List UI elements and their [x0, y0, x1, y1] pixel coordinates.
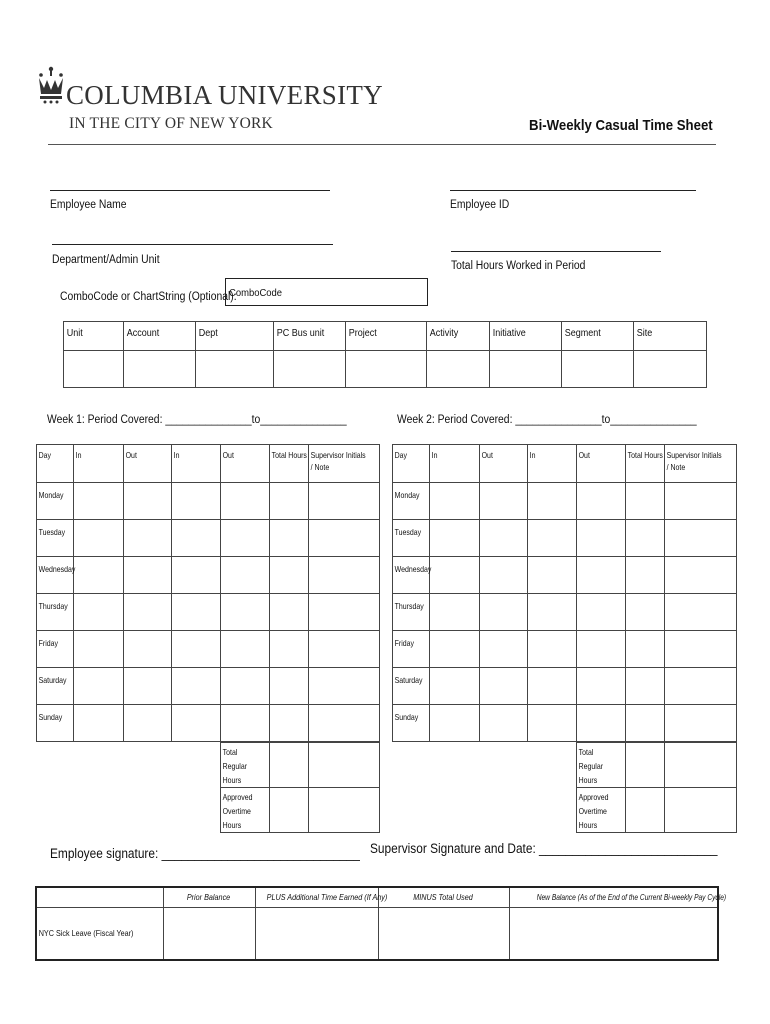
time-cell[interactable] [577, 668, 626, 705]
time-cell[interactable] [270, 520, 309, 557]
project-cell[interactable] [346, 351, 427, 388]
total-regular-hours-label: Total Regular Hours [577, 743, 626, 788]
initiative-cell[interactable] [490, 351, 562, 388]
day-label: Wednesday [393, 557, 430, 594]
day-label: Wednesday [37, 557, 74, 594]
pc-bus-unit-cell[interactable] [274, 351, 346, 388]
time-cell[interactable] [577, 557, 626, 594]
total-regular-note-cell[interactable] [665, 743, 737, 788]
time-cell[interactable] [172, 631, 221, 668]
day-label: Friday [393, 631, 430, 668]
time-cell[interactable] [74, 520, 124, 557]
day-label: Sunday [37, 705, 74, 742]
total-regular-hours-cell[interactable] [270, 743, 309, 788]
time-cell[interactable] [221, 705, 270, 742]
time-cell[interactable] [528, 520, 577, 557]
time-cell[interactable] [430, 557, 480, 594]
total-hours-line[interactable] [451, 251, 661, 252]
day-label: Friday [37, 631, 74, 668]
time-cell[interactable] [270, 594, 309, 631]
time-cell[interactable] [124, 483, 172, 520]
col-day: Day [37, 445, 74, 483]
employee-signature-label: Employee signature: ______________________________ [50, 846, 360, 861]
col-pc-bus-unit: PC Bus unit [274, 322, 346, 351]
time-cell[interactable] [480, 705, 528, 742]
time-cell[interactable] [665, 705, 737, 742]
activity-cell[interactable] [427, 351, 490, 388]
time-cell[interactable] [270, 483, 309, 520]
time-cell[interactable] [480, 668, 528, 705]
time-cell[interactable] [172, 520, 221, 557]
time-cell[interactable] [665, 483, 737, 520]
department-label: Department/Admin Unit [52, 254, 160, 266]
time-cell[interactable] [74, 705, 124, 742]
col-in: In [528, 445, 577, 483]
col-project: Project [346, 322, 427, 351]
time-cell[interactable] [74, 631, 124, 668]
time-cell[interactable] [528, 668, 577, 705]
time-cell[interactable] [124, 557, 172, 594]
col-activity: Activity [427, 322, 490, 351]
time-cell[interactable] [626, 483, 665, 520]
time-cell[interactable] [626, 668, 665, 705]
time-cell[interactable] [172, 557, 221, 594]
time-cell[interactable] [430, 668, 480, 705]
time-cell[interactable] [430, 483, 480, 520]
col-segment: Segment [562, 322, 634, 351]
col-initiative: Initiative [490, 322, 562, 351]
time-cell[interactable] [309, 705, 380, 742]
sheet-title: Bi-Weekly Casual Time Sheet [529, 117, 713, 134]
time-cell[interactable] [309, 668, 380, 705]
day-label: Saturday [393, 668, 430, 705]
total-regular-hours-cell[interactable] [626, 743, 665, 788]
time-cell[interactable] [577, 520, 626, 557]
col-account: Account [124, 322, 196, 351]
day-label: Thursday [37, 594, 74, 631]
time-cell[interactable] [665, 631, 737, 668]
col-total-hours: Total Hours [270, 445, 309, 483]
week2-period-label: Week 2: Period Covered: _______________to_______________ [397, 414, 697, 426]
time-cell[interactable] [221, 631, 270, 668]
time-cell[interactable] [577, 631, 626, 668]
total-used-cell[interactable] [378, 907, 509, 960]
time-cell[interactable] [309, 557, 380, 594]
additional-time-cell[interactable] [255, 907, 378, 960]
col-site: Site [634, 322, 707, 351]
time-cell[interactable] [528, 557, 577, 594]
employee-id-label: Employee ID [450, 199, 510, 211]
time-cell[interactable] [577, 705, 626, 742]
time-cell[interactable] [577, 483, 626, 520]
time-cell[interactable] [221, 557, 270, 594]
time-cell[interactable] [124, 705, 172, 742]
employee-name-label: Employee Name [50, 199, 127, 211]
time-cell[interactable] [480, 483, 528, 520]
approved-overtime-label: Approved Overtime Hours [577, 788, 626, 833]
time-cell[interactable] [309, 594, 380, 631]
site-cell[interactable] [634, 351, 707, 388]
col-supervisor-note: Supervisor Initials / Note [665, 445, 737, 483]
day-label: Monday [37, 483, 74, 520]
time-cell[interactable] [270, 705, 309, 742]
time-cell[interactable] [430, 520, 480, 557]
supervisor-signature-label: Supervisor Signature and Date: ___________________________ [370, 841, 718, 856]
day-label: Tuesday [37, 520, 74, 557]
time-cell[interactable] [528, 483, 577, 520]
week1-table [36, 444, 380, 742]
week2-table [392, 444, 737, 742]
sick-leave-table [35, 886, 726, 961]
day-label: Monday [393, 483, 430, 520]
week1-totals [220, 742, 380, 833]
time-cell[interactable] [221, 483, 270, 520]
week1-period-label: Week 1: Period Covered: _______________to_______________ [47, 414, 347, 426]
university-name: COLUMBIA UNIVERSITY [66, 80, 383, 110]
time-cell[interactable] [270, 631, 309, 668]
time-cell[interactable] [626, 631, 665, 668]
week2-totals [576, 742, 737, 833]
col-dept: Dept [196, 322, 274, 351]
col-out: Out [221, 445, 270, 483]
time-cell[interactable] [221, 668, 270, 705]
time-cell[interactable] [480, 631, 528, 668]
approved-overtime-label: Approved Overtime Hours [221, 788, 270, 833]
col-supervisor-note: Supervisor Initials / Note [309, 445, 380, 483]
combocode-field[interactable] [225, 278, 428, 306]
leave-row-header-blank [36, 887, 163, 907]
time-cell[interactable] [665, 557, 737, 594]
time-cell[interactable] [221, 594, 270, 631]
segment-cell[interactable] [562, 351, 634, 388]
col-out: Out [124, 445, 172, 483]
col-total-hours: Total Hours [626, 445, 665, 483]
col-additional-time-earned: PLUS Additional Time Earned (If Any) [255, 887, 378, 907]
time-cell[interactable] [172, 594, 221, 631]
time-cell[interactable] [665, 668, 737, 705]
time-cell[interactable] [74, 483, 124, 520]
col-in: In [430, 445, 480, 483]
col-prior-balance: Prior Balance [163, 887, 255, 907]
approved-overtime-note-cell[interactable] [665, 788, 737, 833]
time-cell[interactable] [74, 557, 124, 594]
time-cell[interactable] [430, 594, 480, 631]
new-balance-cell[interactable] [509, 907, 718, 960]
header-divider [48, 144, 716, 145]
total-regular-hours-label: Total Regular Hours [221, 743, 270, 788]
col-in: In [172, 445, 221, 483]
time-cell[interactable] [172, 668, 221, 705]
time-cell[interactable] [528, 594, 577, 631]
col-total-used: MINUS Total Used [378, 887, 509, 907]
time-cell[interactable] [528, 705, 577, 742]
time-cell[interactable] [430, 631, 480, 668]
day-label: Saturday [37, 668, 74, 705]
department-line[interactable] [52, 244, 333, 245]
time-cell[interactable] [626, 594, 665, 631]
employee-id-line[interactable] [450, 190, 696, 191]
crown-icon [36, 66, 66, 106]
time-cell[interactable] [270, 668, 309, 705]
day-label: Sunday [393, 705, 430, 742]
col-out: Out [577, 445, 626, 483]
chartstring-table [63, 321, 707, 388]
time-cell[interactable] [626, 705, 665, 742]
time-cell[interactable] [172, 483, 221, 520]
time-cell[interactable] [309, 631, 380, 668]
time-cell[interactable] [480, 557, 528, 594]
prior-balance-cell[interactable] [163, 907, 255, 960]
time-cell[interactable] [124, 668, 172, 705]
dept-cell[interactable] [196, 351, 274, 388]
account-cell[interactable] [124, 351, 196, 388]
time-cell[interactable] [528, 631, 577, 668]
col-in: In [74, 445, 124, 483]
approved-overtime-note-cell[interactable] [309, 788, 380, 833]
combocode-field-label: ComboCode [229, 287, 283, 299]
time-cell[interactable] [270, 557, 309, 594]
unit-cell[interactable] [64, 351, 124, 388]
time-cell[interactable] [480, 594, 528, 631]
col-unit: Unit [64, 322, 124, 351]
time-cell[interactable] [172, 705, 221, 742]
col-new-balance: New Balance (As of the End of the Current Bi-weekly Pay Cycle) [509, 887, 718, 907]
sick-leave-row-label: NYC Sick Leave (Fiscal Year) [36, 907, 163, 960]
time-cell[interactable] [309, 483, 380, 520]
university-subtitle: IN THE CITY OF NEW YORK [69, 115, 273, 132]
day-label: Thursday [393, 594, 430, 631]
time-cell[interactable] [626, 520, 665, 557]
time-cell[interactable] [74, 668, 124, 705]
combo-label: ComboCode or ChartString (Optional): [60, 291, 237, 303]
time-cell[interactable] [430, 705, 480, 742]
employee-name-line[interactable] [50, 190, 330, 191]
time-cell[interactable] [124, 520, 172, 557]
approved-overtime-cell[interactable] [626, 788, 665, 833]
total-hours-label: Total Hours Worked in Period [451, 260, 586, 272]
day-label: Tuesday [393, 520, 430, 557]
time-cell[interactable] [665, 594, 737, 631]
time-cell[interactable] [626, 557, 665, 594]
time-cell[interactable] [309, 520, 380, 557]
time-cell[interactable] [480, 520, 528, 557]
time-cell[interactable] [74, 594, 124, 631]
time-cell[interactable] [124, 631, 172, 668]
col-day: Day [393, 445, 430, 483]
time-cell[interactable] [124, 594, 172, 631]
time-cell[interactable] [665, 520, 737, 557]
time-cell[interactable] [221, 520, 270, 557]
approved-overtime-cell[interactable] [270, 788, 309, 833]
time-cell[interactable] [577, 594, 626, 631]
total-regular-note-cell[interactable] [309, 743, 380, 788]
col-out: Out [480, 445, 528, 483]
